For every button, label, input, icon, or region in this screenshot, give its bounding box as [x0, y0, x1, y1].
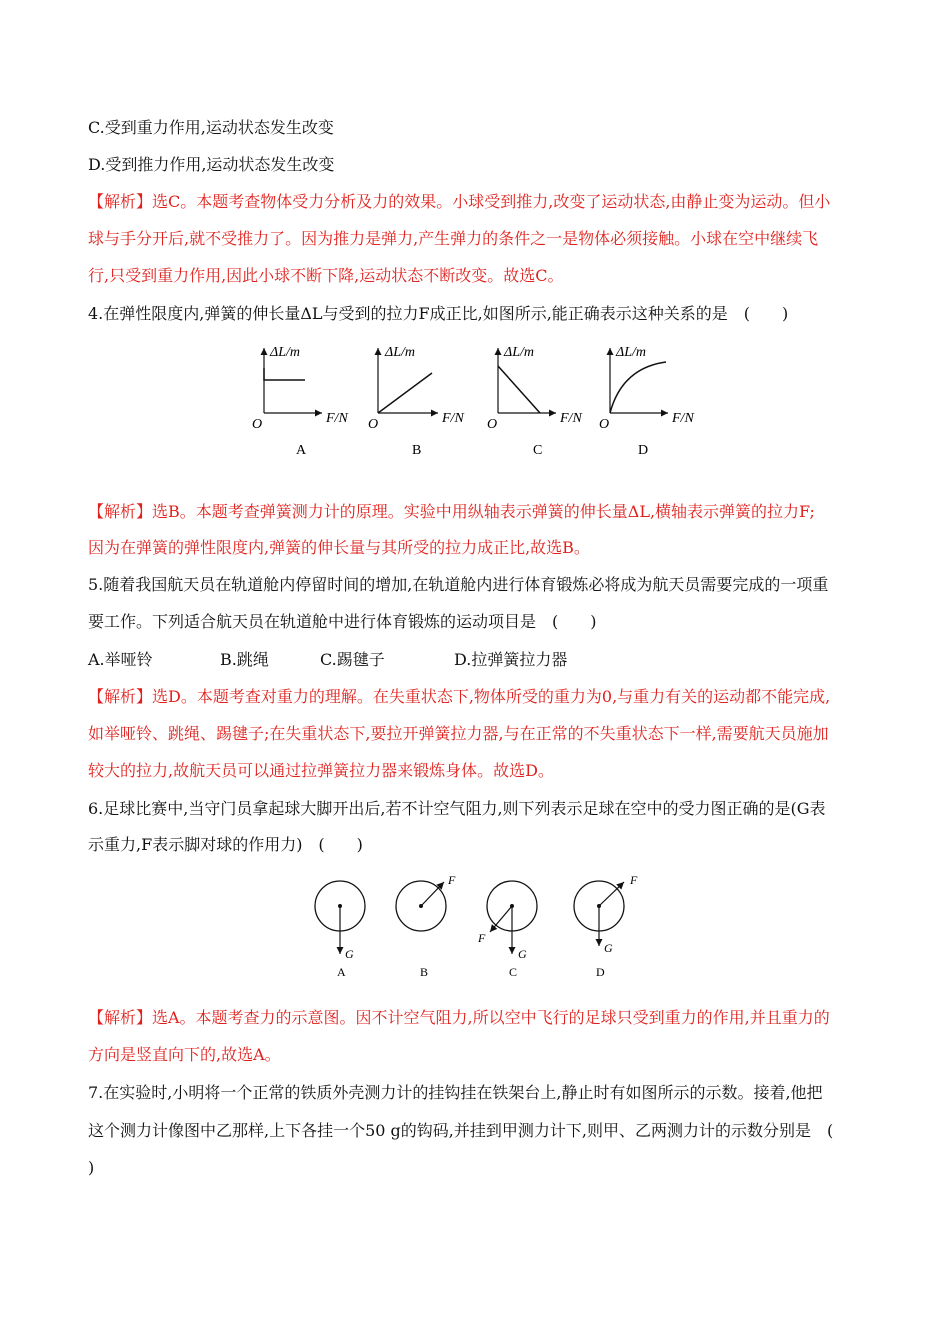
graph-a-label: A [296, 443, 307, 458]
graph-b-origin: O [368, 417, 379, 432]
graph-d-label: D [638, 443, 649, 458]
force-diagram-a-label: A [337, 965, 346, 979]
graph-d-ylabel: ΔL/m [616, 345, 647, 360]
graph-c-label: C [533, 443, 543, 458]
q3-analysis-line-2: 球与手分开后,就不受推力了。因为推力是弹力,产生弹力的条件之一是物体必须接触。小球在空中继续飞 [88, 229, 819, 248]
q4-graphs-figure [0, 340, 950, 460]
q7-stem-line-3: ) [88, 1158, 95, 1177]
force-diagram-a [315, 881, 365, 979]
graph-a [252, 345, 348, 458]
graph-c-origin: O [487, 417, 498, 432]
force-diagram-c-g-label: G [518, 947, 527, 961]
graph-c [487, 345, 582, 458]
q6-analysis-line-2: 方向是竖直向下的,故选A。 [88, 1045, 281, 1064]
q6-force-diagrams-figure [0, 868, 950, 988]
force-diagram-b-foot-force-arrow [421, 882, 444, 906]
force-diagram-d-g-label: G [604, 941, 613, 955]
graph-d [599, 345, 694, 458]
graph-a-ylabel: ΔL/m [270, 345, 301, 360]
graph-b [368, 345, 464, 458]
force-diagram-b-f-label: F [448, 873, 456, 887]
force-diagram-d-label: D [596, 965, 605, 979]
q3-option-d: D.受到推力作用,运动状态发生改变 [88, 155, 335, 174]
force-diagram-b [396, 873, 456, 979]
q6-stem-line-1: 6.足球比赛中,当守门员拿起球大脚开出后,若不计空气阻力,则下列表示足球在空中的受力图正确的是(G表 [88, 799, 826, 818]
graph-a-curve [264, 368, 305, 380]
q5-stem-line-1: 5.随着我国航天员在轨道舱内停留时间的增加,在轨道舱内进行体育锻炼必将成为航天员需要完成的一项重 [88, 575, 829, 594]
q5-stem-line-2: 要工作。下列适合航天员在轨道舱中进行体育锻炼的运动项目是 ( ) [88, 612, 597, 631]
graph-c-ylabel: ΔL/m [504, 345, 535, 360]
q3-analysis-line-1: 【解析】选C。本题考查物体受力分析及力的效果。小球受到推力,改变了运动状态,由静止变为运动。但小 [88, 192, 831, 211]
force-diagram-d [574, 873, 638, 979]
q4-analysis-line-2: 因为在弹簧的弹性限度内,弹簧的伸长量与其所受的拉力成正比,故选B。 [88, 538, 590, 557]
graph-b-curve [378, 373, 432, 413]
graph-b-label: B [412, 443, 422, 458]
graph-d-xlabel: F/N [672, 411, 694, 426]
q5-option-b: B.跳绳 [220, 650, 269, 669]
graph-d-origin: O [599, 417, 610, 432]
q5-option-d: D.拉弹簧拉力器 [454, 650, 568, 669]
graph-b-xlabel: F/N [442, 411, 464, 426]
graph-c-curve [498, 366, 540, 413]
force-diagram-d-f-label: F [630, 873, 638, 887]
graph-a-origin: O [252, 417, 263, 432]
q5-option-a: A.举哑铃 [88, 650, 153, 669]
q7-stem-line-2: 这个测力计像图中乙那样,上下各挂一个50 g的钩码,并挂到甲测力计下,则甲、乙两测力计的示数分别是 ( [88, 1121, 834, 1140]
force-diagram-c-label: C [509, 965, 518, 979]
q5-analysis-line-2: 如举哑铃、跳绳、踢毽子;在失重状态下,要拉开弹簧拉力器,与在正常的不失重状态下一样,需要航天员施加 [88, 724, 829, 743]
graph-d-curve [610, 362, 666, 413]
q5-option-c: C.踢毽子 [320, 650, 385, 669]
q5-analysis-line-3: 较大的拉力,故航天员可以通过拉弹簧拉力器来锻炼身体。故选D。 [88, 761, 554, 780]
q6-analysis-line-1: 【解析】选A。本题考查力的示意图。因不计空气阻力,所以空中飞行的足球只受到重力的作用,并且重力的 [88, 1008, 830, 1027]
graph-c-xlabel: F/N [560, 411, 582, 426]
q3-analysis-line-3: 行,只受到重力作用,因此小球不断下降,运动状态不断改变。故选C。 [88, 266, 564, 285]
force-diagram-a-g-label: G [345, 947, 354, 961]
q4-stem: 4.在弹性限度内,弹簧的伸长量ΔL与受到的拉力F成正比,如图所示,能正确表示这种关系的是 ( ) [88, 304, 789, 323]
q6-stem-line-2: 示重力,F表示脚对球的作用力) ( ) [88, 835, 363, 854]
graph-b-ylabel: ΔL/m [385, 345, 416, 360]
force-diagram-b-label: B [420, 965, 429, 979]
graph-a-xlabel: F/N [326, 411, 348, 426]
q5-analysis-line-1: 【解析】选D。本题考查对重力的理解。在失重状态下,物体所受的重力为0,与重力有关的运动都不能完成, [88, 687, 831, 706]
q3-option-c: C.受到重力作用,运动状态发生改变 [88, 118, 334, 137]
q4-analysis-line-1: 【解析】选B。本题考查弹簧测力计的原理。实验中用纵轴表示弹簧的伸长量ΔL,横轴表示弹簧的拉力F; [88, 502, 815, 521]
force-diagram-c-f-label: F [478, 931, 486, 945]
q7-stem-line-1: 7.在实验时,小明将一个正常的铁质外壳测力计的挂钩挂在铁架台上,静止时有如图所示的示数。接着,他把 [88, 1083, 823, 1102]
force-diagram-c [477, 881, 537, 979]
